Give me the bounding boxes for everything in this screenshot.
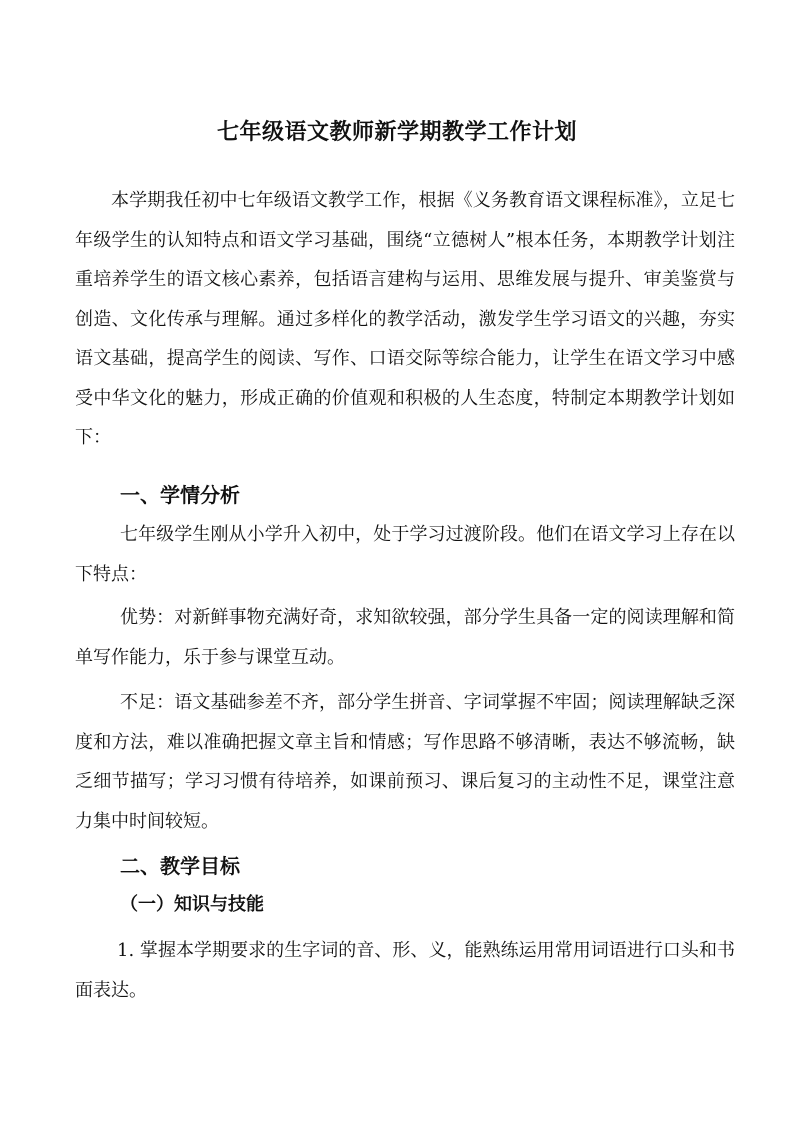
student-analysis-paragraph: 七年级学生刚从小学升入初中，处于学习过渡阶段。他们在语文学习上存在以下特点： [75, 524, 735, 585]
intro-paragraph: 本学期我任初中七年级语文教学工作，根据《义务教育语文课程标准》，立足七年级学生的认知特点和语文学习基础，围绕“立德树人”根本任务，本期教学计划注重培养学生的语文核心素养，包括语言建构与运用、思维发展与提升、审美鉴赏与创造、文化传承与理解。通过多样化的教学活动，激发学生学习语文的兴趣，夯实语文基础，提高学生的阅读、写作、口语交际等综合能力，让学生在语文学习中感受中华文化的魅力，形成正确的价值观和积极的人生态度，特制定本期教学计划如下： [75, 190, 735, 448]
section-heading-student-analysis: 一、学情分析 [120, 483, 240, 507]
subheading-knowledge-skills: （一）知识与技能 [120, 894, 264, 915]
section-heading-teaching-goals: 二、教学目标 [120, 854, 240, 878]
document-title: 七年级语文教师新学期教学工作计划 [216, 118, 577, 145]
shortcomings-paragraph: 不足：语文基础参差不齐，部分学生拼音、字词掌握不牢固；阅读理解缺乏深度和方法，难以准确把握文章主旨和情感；写作思路不够清晰，表达不够流畅，缺乏细节描写；学习习惯有待培养，如课前预习、课后复习的主动性不足，课堂注意力集中时间较短。 [75, 692, 735, 832]
advantages-paragraph: 优势：对新鲜事物充满好奇，求知欲较强，部分学生具备一定的阅读理解和简单写作能力，乐于参与课堂互动。 [75, 607, 735, 668]
goal-item-1: 1. 掌握本学期要求的生字词的音、形、义，能熟练运用常用词语进行口头和书面表达。 [75, 940, 735, 1001]
